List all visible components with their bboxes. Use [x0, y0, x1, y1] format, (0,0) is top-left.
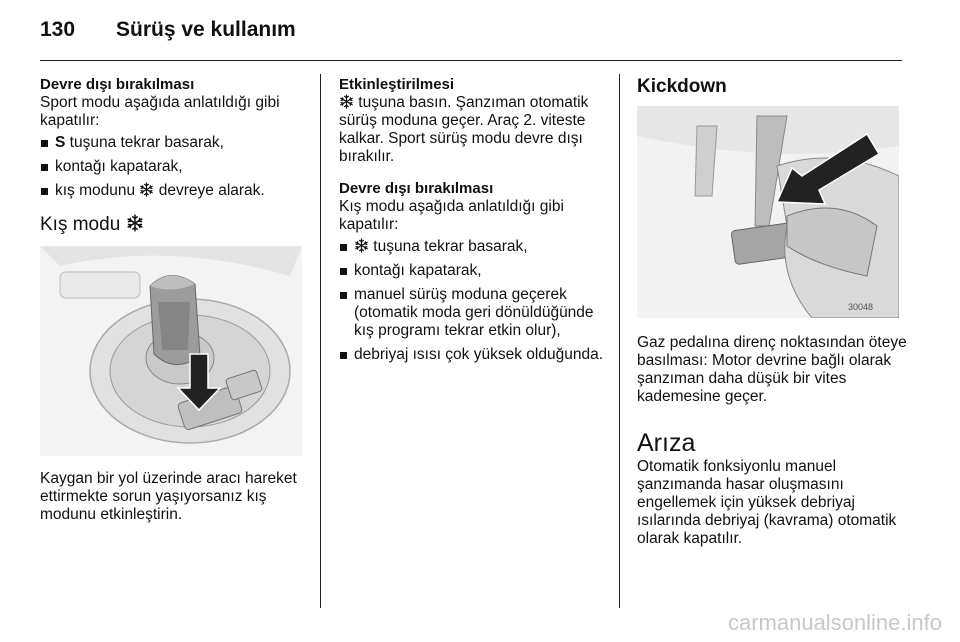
list-item-text: devreye alarak. [154, 182, 265, 199]
fault-heading: Arıza [637, 429, 696, 457]
winter-deactivate-heading: Devre dışı bırakılması [339, 180, 494, 197]
column-divider-2 [619, 74, 620, 608]
winter-mode-heading [40, 214, 305, 234]
sport-deactivate-heading: Devre dışı bırakılması [40, 76, 195, 93]
winter-activate-heading: Etkinleştirilmesi [339, 76, 455, 93]
list-item: manuel sürüş moduna geçerek (otomatik moda geri dönüldüğünde kış programı tekrar etkin olur), [339, 286, 607, 340]
s-key-label: S [55, 134, 66, 151]
winter-mode-caption: Kaygan bir yol üzerinde aracı hareket ettirmekte sorun yaşıyorsanız kış modunu etkinleştirin. [40, 470, 297, 523]
list-item: kontağı kapatarak, [339, 262, 607, 280]
winter-mode-title: Kış modu [40, 214, 126, 235]
snowflake-icon [354, 238, 369, 253]
kickdown-text: Gaz pedalına direnç noktasından öteye basılması: Motor devrine bağlı olarak şanzıman daha düşük bir vites kademesine geçer. [637, 334, 907, 405]
snowflake-icon [139, 182, 154, 197]
list-item-text: kış modunu [55, 182, 140, 199]
column-divider-1 [320, 74, 321, 608]
sport-deactivate-list [40, 134, 305, 200]
winter-deactivate-text: Kış modu aşağıda anlatıldığı gibi kapatılır: [339, 198, 564, 233]
gear-selector-illustration [40, 246, 302, 456]
column-3 [637, 76, 907, 548]
page-number: 130 [40, 18, 76, 41]
column-2 [339, 76, 607, 370]
kickdown-pedal-illustration [637, 106, 899, 318]
snowflake-icon [339, 94, 354, 109]
list-item: debriyaj ısısı çok yüksek olduğunda. [339, 346, 607, 364]
winter-deactivate-list [339, 238, 607, 364]
image-number: 30048 [847, 302, 873, 312]
list-item: kontağı kapatarak, [40, 158, 305, 176]
page-title: Sürüş ve kullanım [116, 18, 296, 41]
snowflake-icon [126, 214, 144, 232]
winter-activate-text [339, 94, 607, 166]
watermark: carmanualsonline.info [727, 610, 942, 635]
winter-activate-body: tuşuna basın. Şanzıman otomatik sürüş moduna geçer. Araç 2. viteste kalkar. Sport sürüş modu devre dışı bırakılır. [339, 94, 589, 165]
column-1 [40, 76, 305, 524]
list-item [40, 182, 305, 200]
header-rule [40, 60, 902, 61]
list-item-text: tuşuna tekrar basarak, [369, 238, 528, 255]
list-item-text: tuşuna tekrar basarak, [65, 134, 224, 151]
list-item [40, 134, 305, 152]
page-header [40, 18, 296, 42]
list-item [339, 238, 607, 256]
fault-text: Otomatik fonksiyonlu manuel şanzımanda hasar oluşmasını engellemek için yüksek debriyaj ısılarında debriyaj (kavrama) otomatik olarak kapatılır. [637, 458, 897, 547]
sport-deactivate-text: Sport modu aşağıda anlatıldığı gibi kapatılır: [40, 94, 280, 129]
kickdown-heading: Kickdown [637, 76, 727, 97]
